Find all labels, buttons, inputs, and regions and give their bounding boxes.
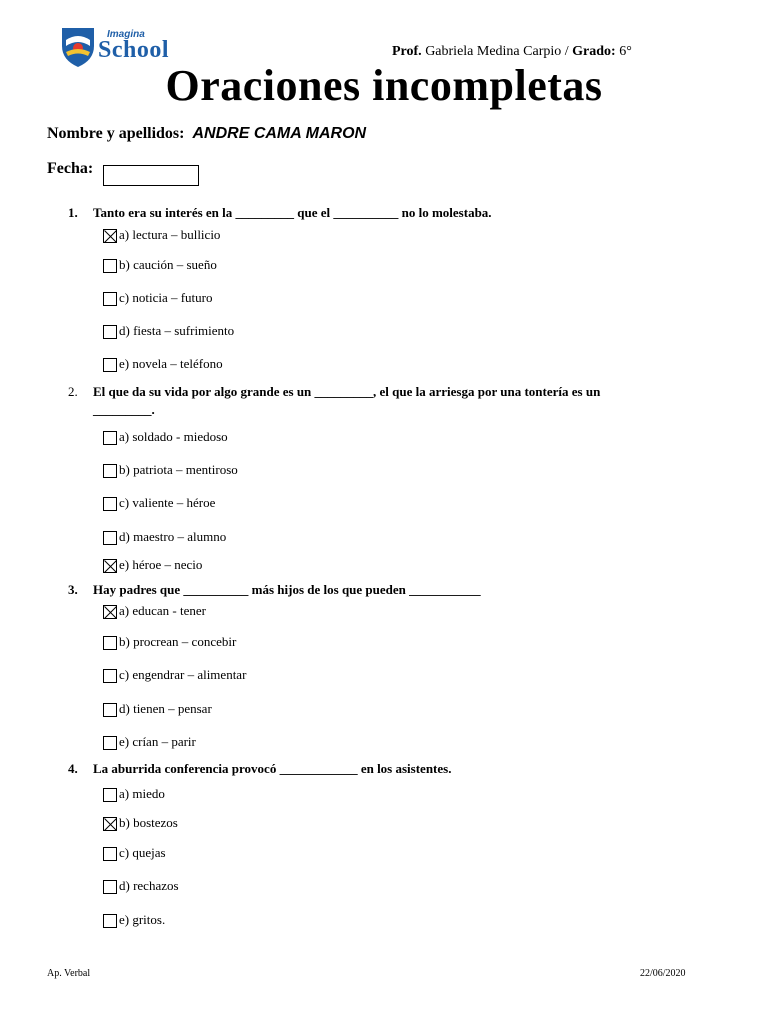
page-title: Oraciones incompletas — [165, 61, 603, 110]
prof-label: Prof. — [392, 44, 422, 59]
checkbox-checked[interactable] — [103, 229, 117, 243]
checkbox[interactable] — [103, 464, 117, 478]
checkbox[interactable] — [103, 497, 117, 511]
option-label: c) engendrar – alimentar — [119, 667, 247, 682]
question-number: 4. — [68, 761, 78, 776]
question-2-text: El que da su vida por algo grande es un _________, el que la arriesga por una tontería es un — [93, 384, 601, 399]
question-3-text: Hay padres que __________ más hijos de los que pueden ___________ — [93, 582, 481, 597]
logo-arc-text: COLEGIO — [62, 24, 83, 29]
option-1c[interactable] — [103, 290, 213, 306]
option-2b[interactable] — [103, 462, 238, 478]
checkbox[interactable] — [103, 292, 117, 306]
option-label: b) patriota – mentiroso — [119, 462, 238, 477]
option-1a[interactable] — [103, 227, 220, 243]
option-4e[interactable] — [103, 912, 165, 928]
option-3c[interactable] — [103, 667, 246, 683]
option-1b[interactable] — [103, 257, 217, 273]
logo-small-text: Imagina — [107, 29, 145, 40]
option-label: e) gritos. — [119, 912, 166, 927]
option-label: d) maestro – alumno — [119, 529, 227, 544]
checkbox[interactable] — [103, 325, 117, 339]
option-2a[interactable] — [103, 429, 228, 445]
checkbox[interactable] — [103, 788, 117, 802]
grade-label: Grado: — [572, 44, 616, 59]
checkbox[interactable] — [103, 736, 117, 750]
footer-date: 22/06/2020 — [640, 968, 686, 979]
checkbox-checked[interactable] — [103, 559, 117, 573]
option-label: e) novela – teléfono — [119, 356, 223, 371]
option-label: a) educan - tener — [119, 603, 206, 618]
option-4a[interactable] — [103, 786, 165, 802]
student-name-line — [47, 125, 366, 143]
option-label: d) rechazos — [119, 878, 179, 893]
option-label: e) crían – parir — [119, 734, 196, 749]
checkbox[interactable] — [103, 431, 117, 445]
date-field[interactable] — [103, 165, 199, 186]
option-label: d) tienen – pensar — [119, 701, 212, 716]
checkbox[interactable] — [103, 531, 117, 545]
option-label: c) valiente – héroe — [119, 495, 216, 510]
checkbox[interactable] — [103, 703, 117, 717]
teacher-line — [392, 44, 632, 60]
checkbox[interactable] — [103, 914, 117, 928]
option-2d[interactable] — [103, 529, 226, 545]
footer-subject: Ap. Verbal — [47, 968, 91, 979]
grade-value: 6° — [619, 44, 632, 59]
option-label: b) procrean – concebir — [119, 634, 237, 649]
option-label: a) miedo — [119, 786, 165, 801]
name-label: Nombre y apellidos: — [47, 125, 185, 142]
prof-name: Gabriela Medina Carpio / — [425, 44, 569, 59]
option-1e[interactable] — [103, 356, 223, 372]
option-2e[interactable] — [103, 557, 202, 573]
option-label: a) lectura – bullicio — [119, 227, 221, 242]
date-label: Fecha: — [47, 160, 94, 177]
question-number: 1. — [68, 205, 78, 220]
option-label: c) quejas — [119, 845, 166, 860]
checkbox[interactable] — [103, 636, 117, 650]
checkbox[interactable] — [103, 669, 117, 683]
checkbox-checked[interactable] — [103, 605, 117, 619]
option-label: e) héroe – necio — [119, 557, 203, 572]
option-4b[interactable] — [103, 815, 178, 831]
student-name-value[interactable]: ANDRE CAMA MARON — [192, 125, 367, 142]
checkbox-checked[interactable] — [103, 817, 117, 831]
option-2c[interactable] — [103, 495, 215, 511]
option-label: b) bostezos — [119, 815, 178, 830]
logo-big-text: School — [98, 37, 170, 63]
question-4-text: La aburrida conferencia provocó ____________ en los asistentes. — [93, 761, 452, 776]
option-3d[interactable] — [103, 701, 212, 717]
question-number: 2. — [68, 384, 78, 399]
option-label: a) soldado - miedoso — [119, 429, 228, 444]
option-3b[interactable] — [103, 634, 236, 650]
checkbox[interactable] — [103, 358, 117, 372]
option-1d[interactable] — [103, 323, 234, 339]
option-4d[interactable] — [103, 878, 179, 894]
question-2-text-cont: _________. — [93, 402, 155, 417]
checkbox[interactable] — [103, 847, 117, 861]
option-3e[interactable] — [103, 734, 196, 750]
question-1-text: Tanto era su interés en la _________ que el __________ no lo molestaba. — [93, 205, 492, 220]
option-4c[interactable] — [103, 845, 166, 861]
option-label: c) noticia – futuro — [119, 290, 213, 305]
option-label: d) fiesta – sufrimiento — [119, 323, 235, 338]
checkbox[interactable] — [103, 880, 117, 894]
checkbox[interactable] — [103, 259, 117, 273]
option-3a[interactable] — [103, 603, 206, 619]
option-label: b) caución – sueño — [119, 257, 217, 272]
question-number: 3. — [68, 582, 78, 597]
